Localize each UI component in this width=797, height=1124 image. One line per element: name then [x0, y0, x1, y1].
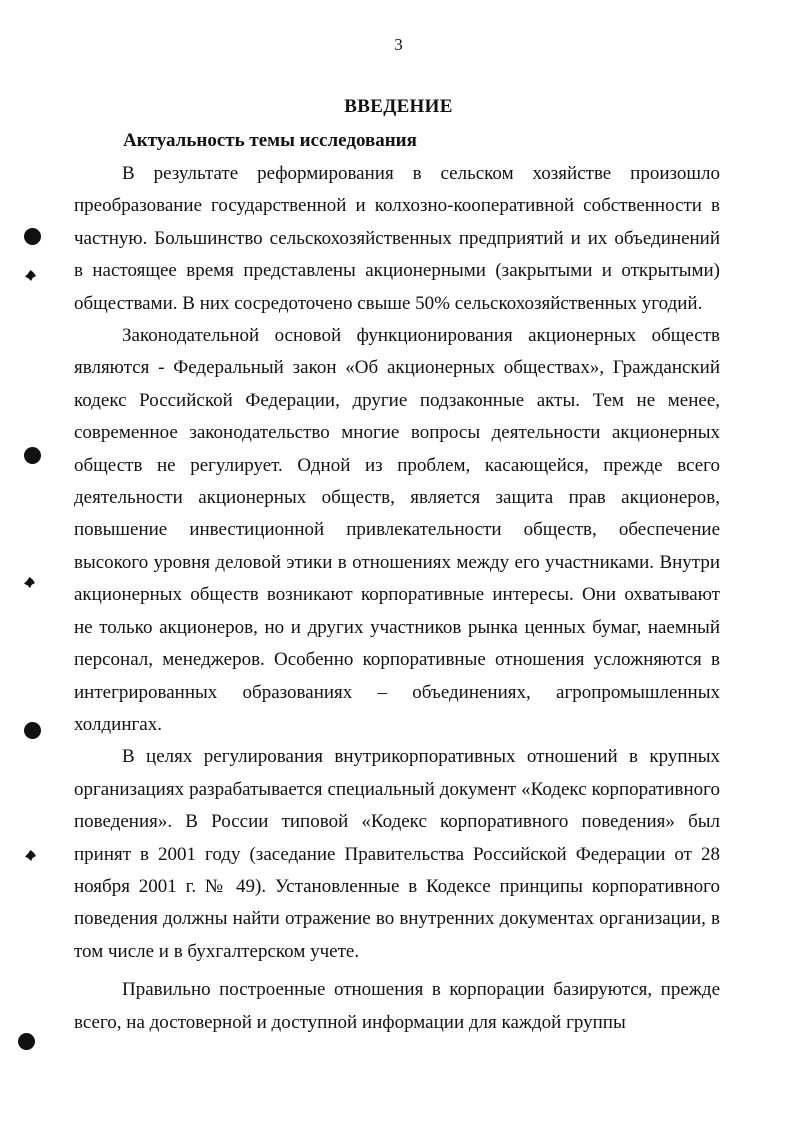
binder-hole-marker	[18, 1033, 35, 1050]
binder-hole-marker	[24, 447, 41, 464]
binder-hole-marker	[24, 228, 41, 245]
body-text	[74, 158, 720, 1039]
scan-speck-marker	[24, 577, 35, 588]
scan-speck-marker	[25, 850, 36, 861]
section-heading: ВВЕДЕНИЕ	[344, 96, 453, 117]
binder-hole-marker	[24, 722, 41, 739]
paragraph: В результате реформирования в сельском хозяйстве произошло преобразование государственной и колхозно-кооперативной собственности в частную. Большинство сельскохозяйственных предприятий и их объединений в настоящее время представлены акционерными (закрытыми и открытыми) обществами. В них сосредоточено свыше 50% сельскохозяйственных угодий.	[74, 163, 720, 314]
paragraph: В целях регулирования внутрикорпоративных отношений в крупных организациях разрабатывается специальный документ «Кодекс корпоративного поведения». В России типовой «Кодекс корпоративного поведения» был принят в 2001 году (заседание Правительства Российской Федерации от 28 ноября 2001 г. № 49). Установленные в Кодексе принципы корпоративного поведения должны найти отражение во внутренних документах организации, в том числе и в бухгалтерском учете.	[74, 746, 720, 962]
paragraph: Законодательной основой функционирования акционерных обществ являются - Федеральный закон «Об акционерных обществах», Гражданский кодекс Российской Федерации, другие подзаконные акты. Тем не менее, современное законодательство многие вопросы деятельности акционерных обществ не регулирует. Одной из проблем, касающейся, прежде всего деятельности акционерных обществ, является защита прав акционеров, повышение инвестиционной привлекательности обществ, обеспечение высокого уровня деловой этики в отношениях между его участниками. Внутри акционерных обществ возникают корпоративные интересы. Они охватывают не только акционеров, но и других участников рынка ценных бумаг, наемный персонал, менеджеров. Особенно корпоративные отношения усложняются в интегрированных образованиях – объединениях, агропромышленных холдингах.	[74, 325, 720, 735]
page-number: 3	[394, 35, 403, 54]
scan-speck-marker	[25, 270, 36, 281]
paragraph: Правильно построенные отношения в корпорации базируются, прежде всего, на достоверной и доступной информации для каждой группы	[74, 979, 720, 1033]
section-subheading: Актуальность темы исследования	[123, 130, 417, 151]
